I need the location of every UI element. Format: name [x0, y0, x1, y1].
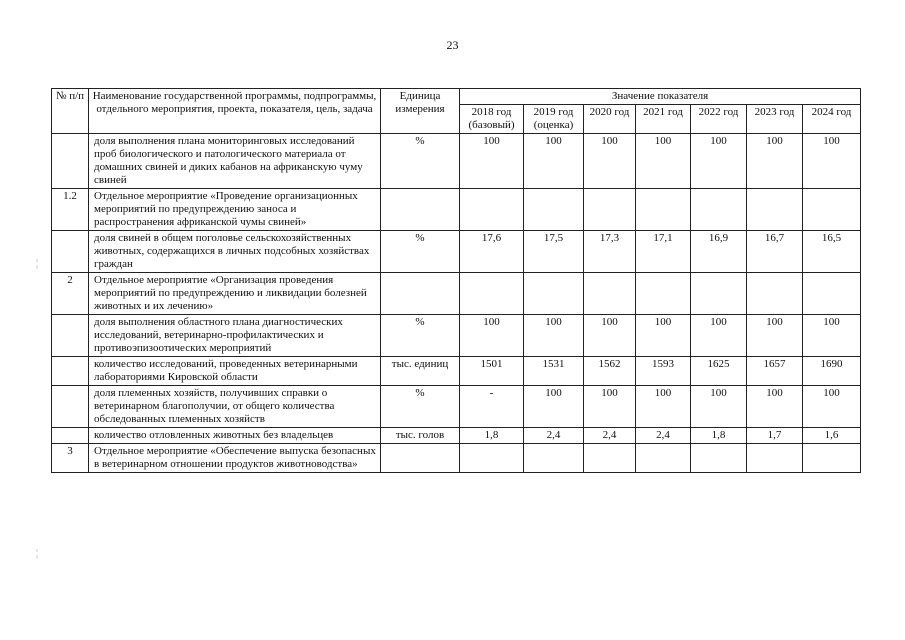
row-value: 100	[460, 315, 524, 357]
row-value: 100	[691, 134, 747, 189]
header-year: 2018 год (базовый)	[460, 105, 524, 134]
header-unit: Единица измерения	[381, 89, 460, 134]
row-value: 16,9	[691, 231, 747, 273]
row-value: 100	[460, 134, 524, 189]
row-value	[584, 189, 636, 231]
row-value: 100	[584, 315, 636, 357]
table-row	[52, 231, 861, 273]
row-value: 1,7	[747, 428, 803, 444]
row-value: 16,5	[803, 231, 861, 273]
row-value: -	[460, 386, 524, 428]
row-name: количество отловленных животных без владельцев	[89, 428, 381, 444]
row-value: 2,4	[524, 428, 584, 444]
row-unit: тыс. голов	[381, 428, 460, 444]
table-row	[52, 189, 861, 231]
row-value: 2,4	[584, 428, 636, 444]
row-number	[52, 357, 89, 386]
row-value: 1,8	[691, 428, 747, 444]
table-row	[52, 428, 861, 444]
row-value: 17,3	[584, 231, 636, 273]
row-name: доля выполнения областного плана диагностических исследований, ветеринарно-профилактических и противоэпизоотических мероприятий	[89, 315, 381, 357]
row-unit: тыс. единиц	[381, 357, 460, 386]
row-value	[803, 273, 861, 315]
row-value	[524, 273, 584, 315]
header-name: Наименование государственной программы, подпрограммы, отдельного мероприятия, проекта, показателя, цель, задача	[89, 89, 381, 134]
row-value: 17,6	[460, 231, 524, 273]
row-unit: %	[381, 315, 460, 357]
page-number: 23	[446, 38, 459, 52]
row-value: 1562	[584, 357, 636, 386]
row-value	[460, 444, 524, 473]
row-value	[691, 189, 747, 231]
row-number: 3	[52, 444, 89, 473]
scan-mark: ¦	[36, 548, 39, 559]
row-name: количество исследований, проведенных ветеринарными лабораториями Кировской области	[89, 357, 381, 386]
row-number	[52, 386, 89, 428]
row-value	[524, 189, 584, 231]
row-name: доля выполнения плана мониторинговых исследований проб биологического и патологического материала от домашних свиней и диких кабанов на африканскую чуму свиней	[89, 134, 381, 189]
row-number: 2	[52, 273, 89, 315]
row-value: 1531	[524, 357, 584, 386]
row-value: 100	[636, 134, 691, 189]
row-value: 1657	[747, 357, 803, 386]
row-value: 100	[524, 315, 584, 357]
indicator-table	[51, 88, 861, 473]
row-name: доля племенных хозяйств, получивших справки о ветеринарном благополучии, от общего количества обследованных племенных хозяйств	[89, 386, 381, 428]
row-value	[460, 189, 524, 231]
row-number	[52, 428, 89, 444]
row-value: 100	[803, 315, 861, 357]
row-value: 100	[584, 134, 636, 189]
row-value: 100	[803, 386, 861, 428]
header-year: 2024 год	[803, 105, 861, 134]
row-unit: %	[381, 134, 460, 189]
row-value: 100	[747, 134, 803, 189]
row-value: 2,4	[636, 428, 691, 444]
header-year: 2022 год	[691, 105, 747, 134]
row-unit	[381, 444, 460, 473]
row-value: 1593	[636, 357, 691, 386]
table-row	[52, 444, 861, 473]
row-value: 1625	[691, 357, 747, 386]
row-number	[52, 315, 89, 357]
row-value	[524, 444, 584, 473]
row-value: 100	[691, 315, 747, 357]
row-unit: %	[381, 231, 460, 273]
row-name: Отдельное мероприятие «Проведение организационных мероприятий по предупреждению заноса и распространения африканской чумы свиней»	[89, 189, 381, 231]
row-number: 1.2	[52, 189, 89, 231]
row-number	[52, 134, 89, 189]
header-num: № п/п	[52, 89, 89, 134]
row-value: 100	[636, 315, 691, 357]
row-value	[747, 189, 803, 231]
row-value	[636, 189, 691, 231]
row-value: 17,1	[636, 231, 691, 273]
row-value: 100	[803, 134, 861, 189]
row-unit	[381, 273, 460, 315]
scan-mark: ¦	[36, 258, 39, 269]
row-value: 1501	[460, 357, 524, 386]
table-body	[52, 134, 861, 473]
row-value	[584, 273, 636, 315]
row-value: 100	[524, 386, 584, 428]
row-name: доля свиней в общем поголовье сельскохозяйственных животных, содержащихся в личных подсобных хозяйствах граждан	[89, 231, 381, 273]
row-value: 100	[584, 386, 636, 428]
row-value: 1690	[803, 357, 861, 386]
row-value	[584, 444, 636, 473]
row-name: Отдельное мероприятие «Обеспечение выпуска безопасных в ветеринарном отношении продуктов животноводства»	[89, 444, 381, 473]
row-value: 16,7	[747, 231, 803, 273]
header-values: Значение показателя	[460, 89, 861, 105]
header-year: 2021 год	[636, 105, 691, 134]
table-row	[52, 273, 861, 315]
row-value: 17,5	[524, 231, 584, 273]
row-value	[636, 273, 691, 315]
row-value	[803, 444, 861, 473]
table-row	[52, 357, 861, 386]
row-value	[803, 189, 861, 231]
row-value	[636, 444, 691, 473]
row-value: 1,6	[803, 428, 861, 444]
row-value	[691, 444, 747, 473]
row-value: 100	[524, 134, 584, 189]
table-row	[52, 386, 861, 428]
row-value: 100	[747, 386, 803, 428]
row-value	[691, 273, 747, 315]
row-value: 100	[691, 386, 747, 428]
row-value	[747, 273, 803, 315]
row-number	[52, 231, 89, 273]
header-year: 2019 год (оценка)	[524, 105, 584, 134]
table-row	[52, 315, 861, 357]
header-year: 2020 год	[584, 105, 636, 134]
row-value	[460, 273, 524, 315]
header-row-1	[52, 89, 861, 105]
row-value: 1,8	[460, 428, 524, 444]
row-value: 100	[636, 386, 691, 428]
row-name: Отдельное мероприятие «Организация проведения мероприятий по предупреждению и ликвидации болезней животных и их лечению»	[89, 273, 381, 315]
header-year: 2023 год	[747, 105, 803, 134]
table-row	[52, 134, 861, 189]
row-unit: %	[381, 386, 460, 428]
row-unit	[381, 189, 460, 231]
row-value: 100	[747, 315, 803, 357]
row-value	[747, 444, 803, 473]
